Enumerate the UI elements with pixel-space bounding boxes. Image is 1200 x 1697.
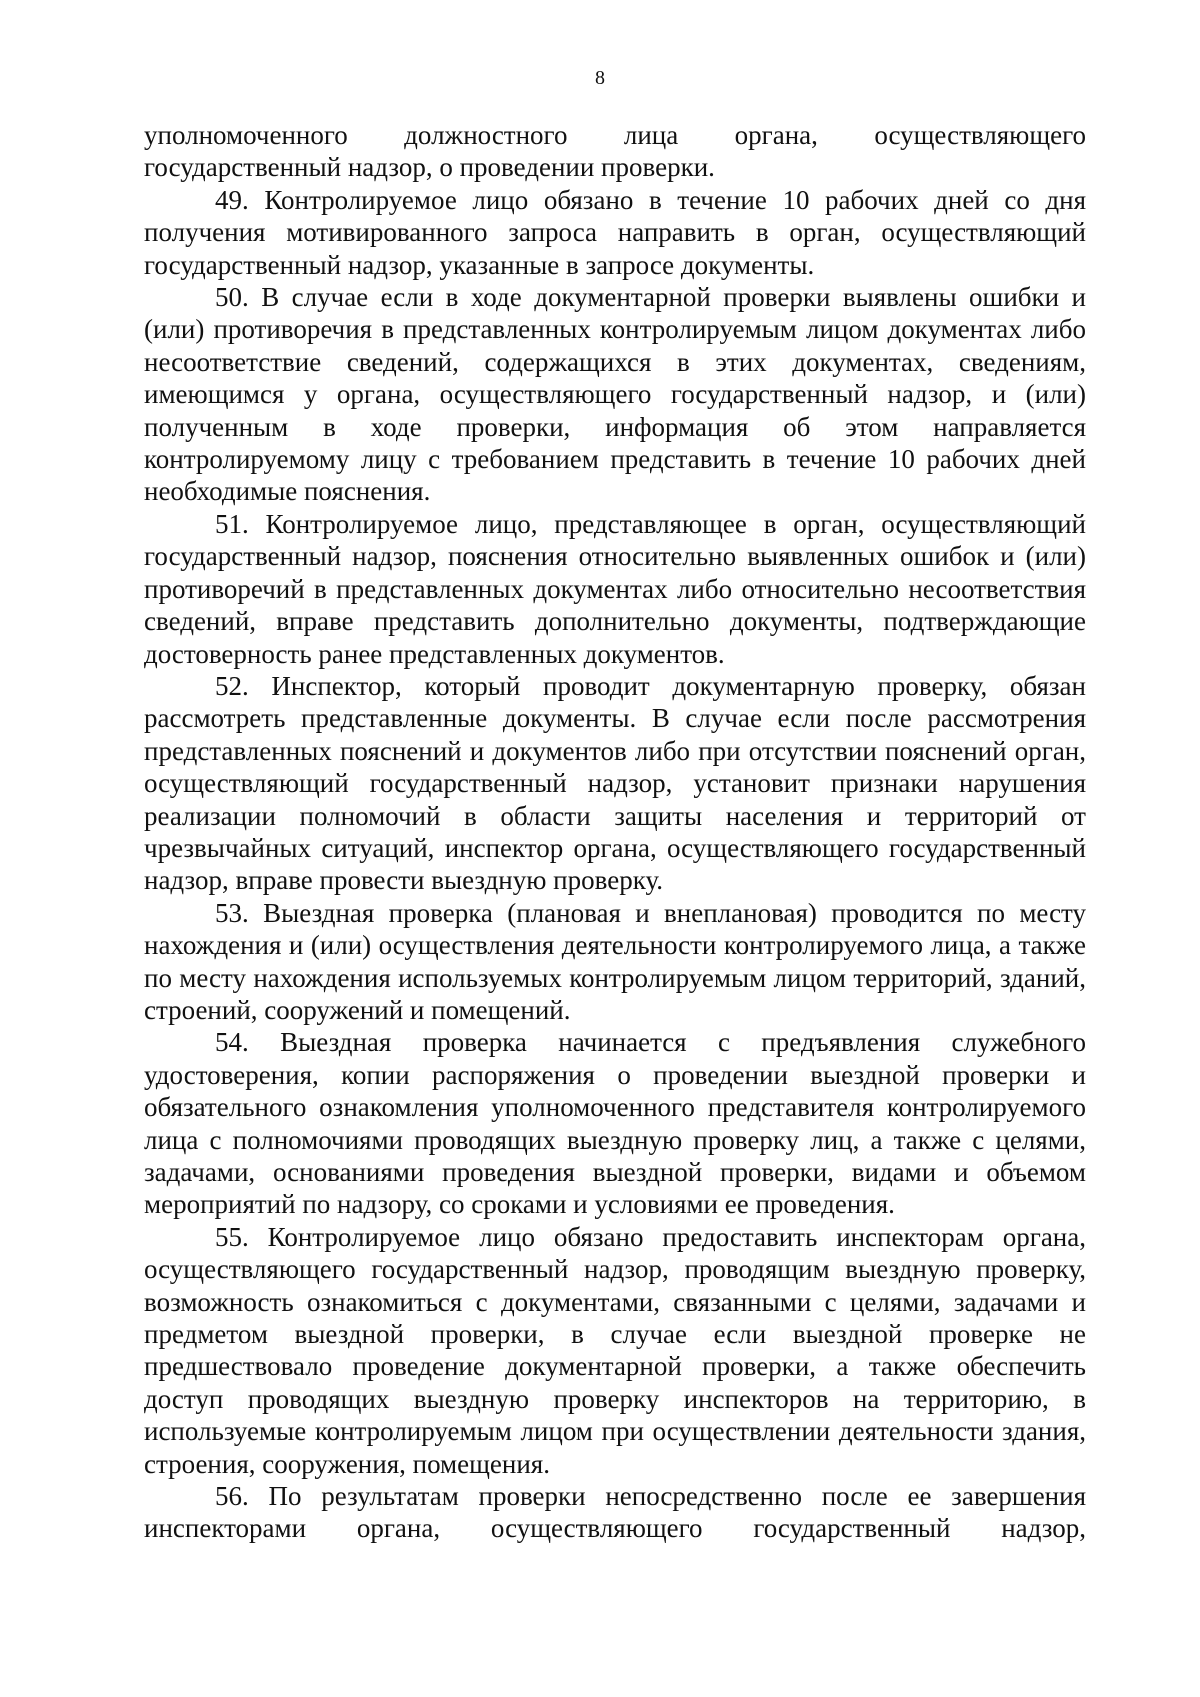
paragraph-55: 55. Контролируемое лицо обязано предоставить инспекторам органа, осуществляющего государственный надзор, проводящим выездную проверку, возможность ознакомиться с документами, связанными с целями, задачами и предметом выездной проверки, в случае если выездной проверке не предшествовало проведение документарной проверки, а также обеспечить доступ проводящих выездную проверку инспекторов на территорию, в используемые контролируемым лицом при осуществлении деятельности здания, строения, сооружения, помещения. xyxy=(144,1221,1086,1479)
paragraph-50: 50. В случае если в ходе документарной проверки выявлены ошибки и (или) противоречия в представленных контролируемым лицом документах либо несоответствие сведений, содержащихся в этих документах, сведениям, имеющимся у органа, осуществляющего государственный надзор, и (или) полученным в ходе проверки, информация об этом направляется контролируемому лицу с требованием представить в течение 10 рабочих дней необходимые пояснения. xyxy=(144,282,1086,507)
paragraph-53: 53. Выездная проверка (плановая и внеплановая) проводится по месту нахождения и (или) осуществления деятельности контролируемого лица, а также по месту нахождения используемых контролируемым лицом территорий, зданий, строений, сооружений и помещений. xyxy=(144,897,1086,1025)
paragraph-52: 52. Инспектор, который проводит документарную проверку, обязан рассмотреть представленные документы. В случае если после рассмотрения представленных пояснений и документов либо при отсутствии пояснений орган, осуществляющий государственный надзор, установит признаки нарушения реализации полномочий в области защиты населения и территорий от чрезвычайных ситуаций, инспектор органа, осуществляющего государственный надзор, вправе провести выездную проверку. xyxy=(144,670,1086,896)
page-number: 8 xyxy=(595,67,605,89)
paragraph-56: 56. По результатам проверки непосредственно после ее завершения инспекторами органа, осуществляющего государственный надзор, xyxy=(144,1481,1086,1544)
paragraph-54: 54. Выездная проверка начинается с предъявления служебного удостоверения, копии распоряжения о проведении выездной проверки и обязательного ознакомления уполномоченного представителя контролируемого лица с полномочиями проводящих выездную проверку лиц, а также с целями, задачами, основаниями проведения выездной проверки, видами и объемом мероприятий по надзору, со сроками и условиями ее проведения. xyxy=(144,1027,1086,1220)
paragraph-51: 51. Контролируемое лицо, представляющее в орган, осуществляющий государственный надзор, пояснения относительно выявленных ошибок и (или) противоречий в представленных документах либо относительно несоответствия сведений, вправе представить дополнительно документы, подтверждающие достоверность ранее представленных документов. xyxy=(144,508,1086,669)
document-body xyxy=(144,119,1086,1545)
paragraph-continuation: уполномоченного должностного лица органа, осуществляющего государственный надзор, о проведении проверки. xyxy=(144,120,1086,183)
paragraph-49: 49. Контролируемое лицо обязано в течение 10 рабочих дней со дня получения мотивированного запроса направить в орган, осуществляющий государственный надзор, указанные в запросе документы. xyxy=(144,184,1086,280)
